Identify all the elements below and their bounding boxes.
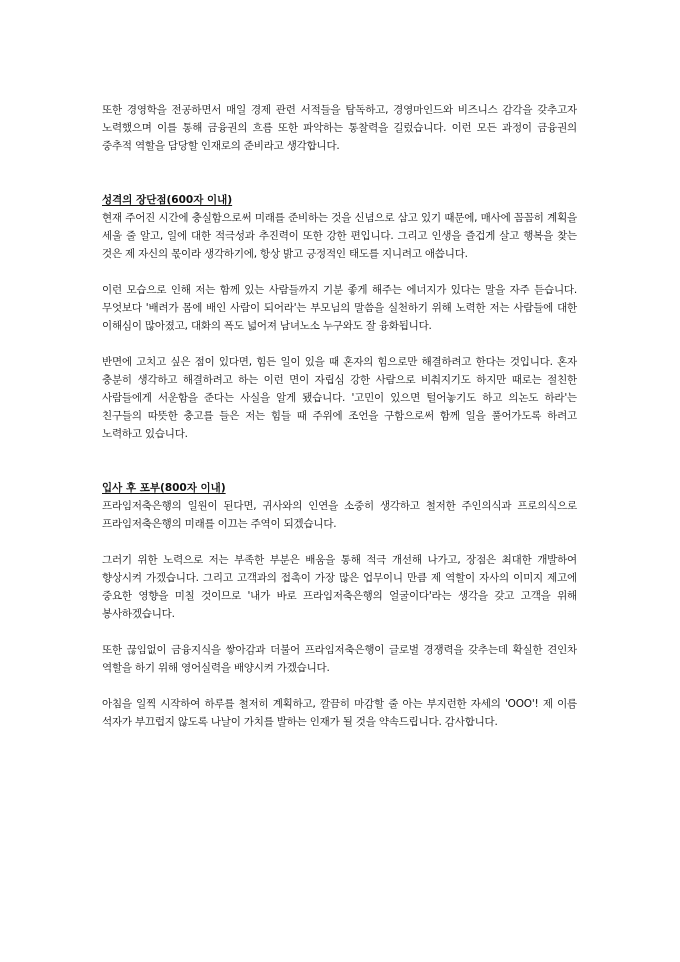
personality-paragraph-3: 반면에 고치고 싶은 점이 있다면, 힘든 일이 있을 때 혼자의 힘으로만 해결하려고 한다는 것입니다. 혼자 충분히 생각하고 해결하려고 하는 이런 면이 자립심 강한 사람으로 비춰지기도 하지만 때로는 절친한 사람들에게 서운함을 준다는 사실을 알게 됐습니다. '고민이 있으면 털어놓기도 하고 의논도 하라'는 친구들의 따뜻한 충고를 들은 저는 힘들 때 주위에 조언을 구함으로써 함께 일을 풀어가도록 하려고 노력하고 있습니다. [102, 356, 577, 440]
intro-paragraph-1: 또한 경영학을 전공하면서 매일 경제 관련 서적들을 탐독하고, 경영마인드와 비즈니스 감각을 갖추고자 노력했으며 이를 통해 금융권의 흐름 또한 파악하는 통찰력을 길렀습니다. 이런 모든 과정이 금융권의 중추적 역할을 담당할 인재로의 준비라고 생각합니다. [102, 104, 577, 152]
aspiration-paragraph-2: 그러기 위한 노력으로 저는 부족한 부분은 배움을 통해 적극 개선해 나가고, 장점은 최대한 개발하여 향상시켜 가겠습니다. 그리고 고객과의 접촉이 가장 많은 업무이니 만큼 제 역할이 자사의 이미지 제고에 중요한 영향을 미칠 것이므로 '내가 바로 프라임저축은행의 얼굴이다'라는 생각을 갖고 고객을 위해 봉사하겠습니다. [102, 554, 577, 620]
personality-paragraph-2: 이런 모습으로 인해 저는 함께 있는 사람들까지 기분 좋게 해주는 에너지가 있다는 말을 자주 듣습니다. 무엇보다 '배려가 몸에 배인 사람이 되어라'는 부모님의 말씀을 실천하기 위해 노력한 저는 사람들에 대한 이해심이 많아졌고, 대화의 폭도 넓어져 남녀노소 누구와도 잘 융화됩니다. [102, 284, 577, 332]
aspiration-paragraph-3: 또한 끊임없이 금융지식을 쌓아감과 더불어 프라임저축은행이 글로벌 경쟁력을 갖추는데 확실한 견인차 역할을 하기 위해 영어실력을 배양시켜 가겠습니다. [102, 644, 577, 674]
personality-paragraph-1: 현재 주어진 시간에 충실함으로써 미래를 준비하는 것을 신념으로 삼고 있기 때문에, 매사에 꼼꼼히 계획을 세울 줄 알고, 일에 대한 적극성과 추진력이 또한 강한 편입니다. 그리고 인생을 즐겁게 살고 행복을 찾는 것은 제 자신의 몫이라 생각하기에, 항상 밝고 긍정적인 태도를 지니려고 애씁니다. [102, 212, 577, 260]
section-gap [102, 155, 577, 191]
section-heading-personality: 성격의 장단점(600자 이내) [102, 194, 233, 206]
aspiration-paragraph-1: 프라임저축은행의 일원이 된다면, 귀사와의 인연을 소중히 생각하고 철저한 주인의식과 프로의식으로 프라임저축은행의 미래를 이끄는 주역이 되겠습니다. [102, 500, 577, 530]
aspiration-paragraph-4: 아침을 일찍 시작하여 하루를 철저히 계획하고, 깔끔히 마감할 줄 아는 부지런한 자세의 'OOO'! 제 이름 석자가 부끄럽지 않도록 나날이 가치를 발하는 인재가 될 것을 약속드립니다. 감사합니다. [102, 698, 577, 728]
section-heading-aspiration: 입사 후 포부(800자 이내) [102, 482, 226, 494]
section-gap [102, 443, 577, 479]
